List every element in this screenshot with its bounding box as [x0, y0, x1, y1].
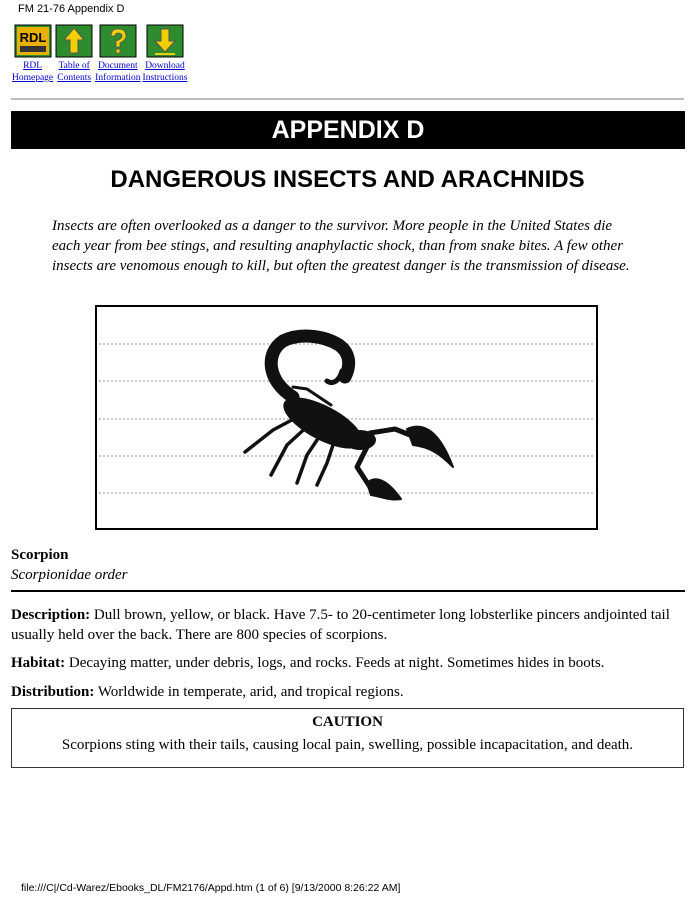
distribution-text: Worldwide in temperate, arid, and tropical regions.	[94, 684, 404, 700]
download-arrow-icon[interactable]	[146, 24, 184, 58]
up-arrow-icon[interactable]	[55, 24, 93, 58]
habitat-text: Decaying matter, under debris, logs, and rocks. Feeds at night. Sometimes hides in boots.	[65, 655, 605, 671]
species-order: Scorpionidae order	[11, 567, 128, 583]
nav-label-rdl-homepage[interactable]: RDL Homepage	[12, 61, 54, 83]
nav-label-document-information[interactable]: Document Information	[95, 61, 141, 83]
rdl-logo-text: RDL	[19, 30, 46, 45]
intro-paragraph: Insects are often overlooked as a danger to the survivor. More people in the United States die each year from bee stings, and resulting anaphylactic shock, than from snake bites. A few other insects are venomous enough to kill, but often the greatest danger is the transmission of disease.	[52, 218, 630, 274]
top-divider	[11, 98, 684, 100]
page-footer: file:///C|/Cd-Warez/Ebooks_DL/FM2176/Appd.htm (1 of 6) [9/13/2000 8:26:22 AM]	[21, 882, 401, 894]
distribution-paragraph	[11, 682, 683, 702]
window-title: FM 21-76 Appendix D	[18, 3, 125, 15]
habitat-label: Habitat:	[11, 655, 66, 671]
rdl-logo-icon[interactable]	[14, 24, 52, 58]
nav-download-instructions[interactable]	[143, 24, 188, 84]
species-name: Scorpion	[11, 547, 69, 563]
distribution-label: Distribution:	[11, 684, 95, 700]
nav-label-download-instructions[interactable]: Download Instructions	[142, 61, 188, 83]
description-label: Description:	[11, 607, 91, 623]
description-paragraph	[11, 605, 683, 645]
scorpion-illustration	[95, 305, 598, 530]
page-title: DANGEROUS INSECTS AND ARACHNIDS	[110, 166, 585, 193]
caution-text: Scorpions sting with their tails, causing local pain, swelling, possible incapacitation, and death.	[61, 737, 634, 753]
nav-rdl-homepage[interactable]	[12, 24, 53, 84]
description-text: Dull brown, yellow, or black. Have 7.5- to 20-centimeter long lobsterlike pincers andjointed tail usually held over the back. There are 800 species of scorpions.	[11, 607, 670, 643]
nav-label-table-of-contents[interactable]: Table of Contents	[57, 61, 92, 83]
section-divider	[11, 590, 685, 592]
habitat-paragraph	[11, 653, 683, 673]
caution-title: CAUTION	[312, 714, 383, 730]
nav-document-information[interactable]	[95, 24, 140, 84]
figure-caption	[11, 545, 128, 585]
appendix-banner: APPENDIX D	[11, 111, 685, 149]
caution-box	[11, 708, 684, 768]
scorpion-figure	[95, 305, 598, 535]
question-mark-icon[interactable]	[99, 24, 137, 58]
nav-bar	[12, 24, 189, 84]
nav-table-of-contents[interactable]	[55, 24, 93, 84]
